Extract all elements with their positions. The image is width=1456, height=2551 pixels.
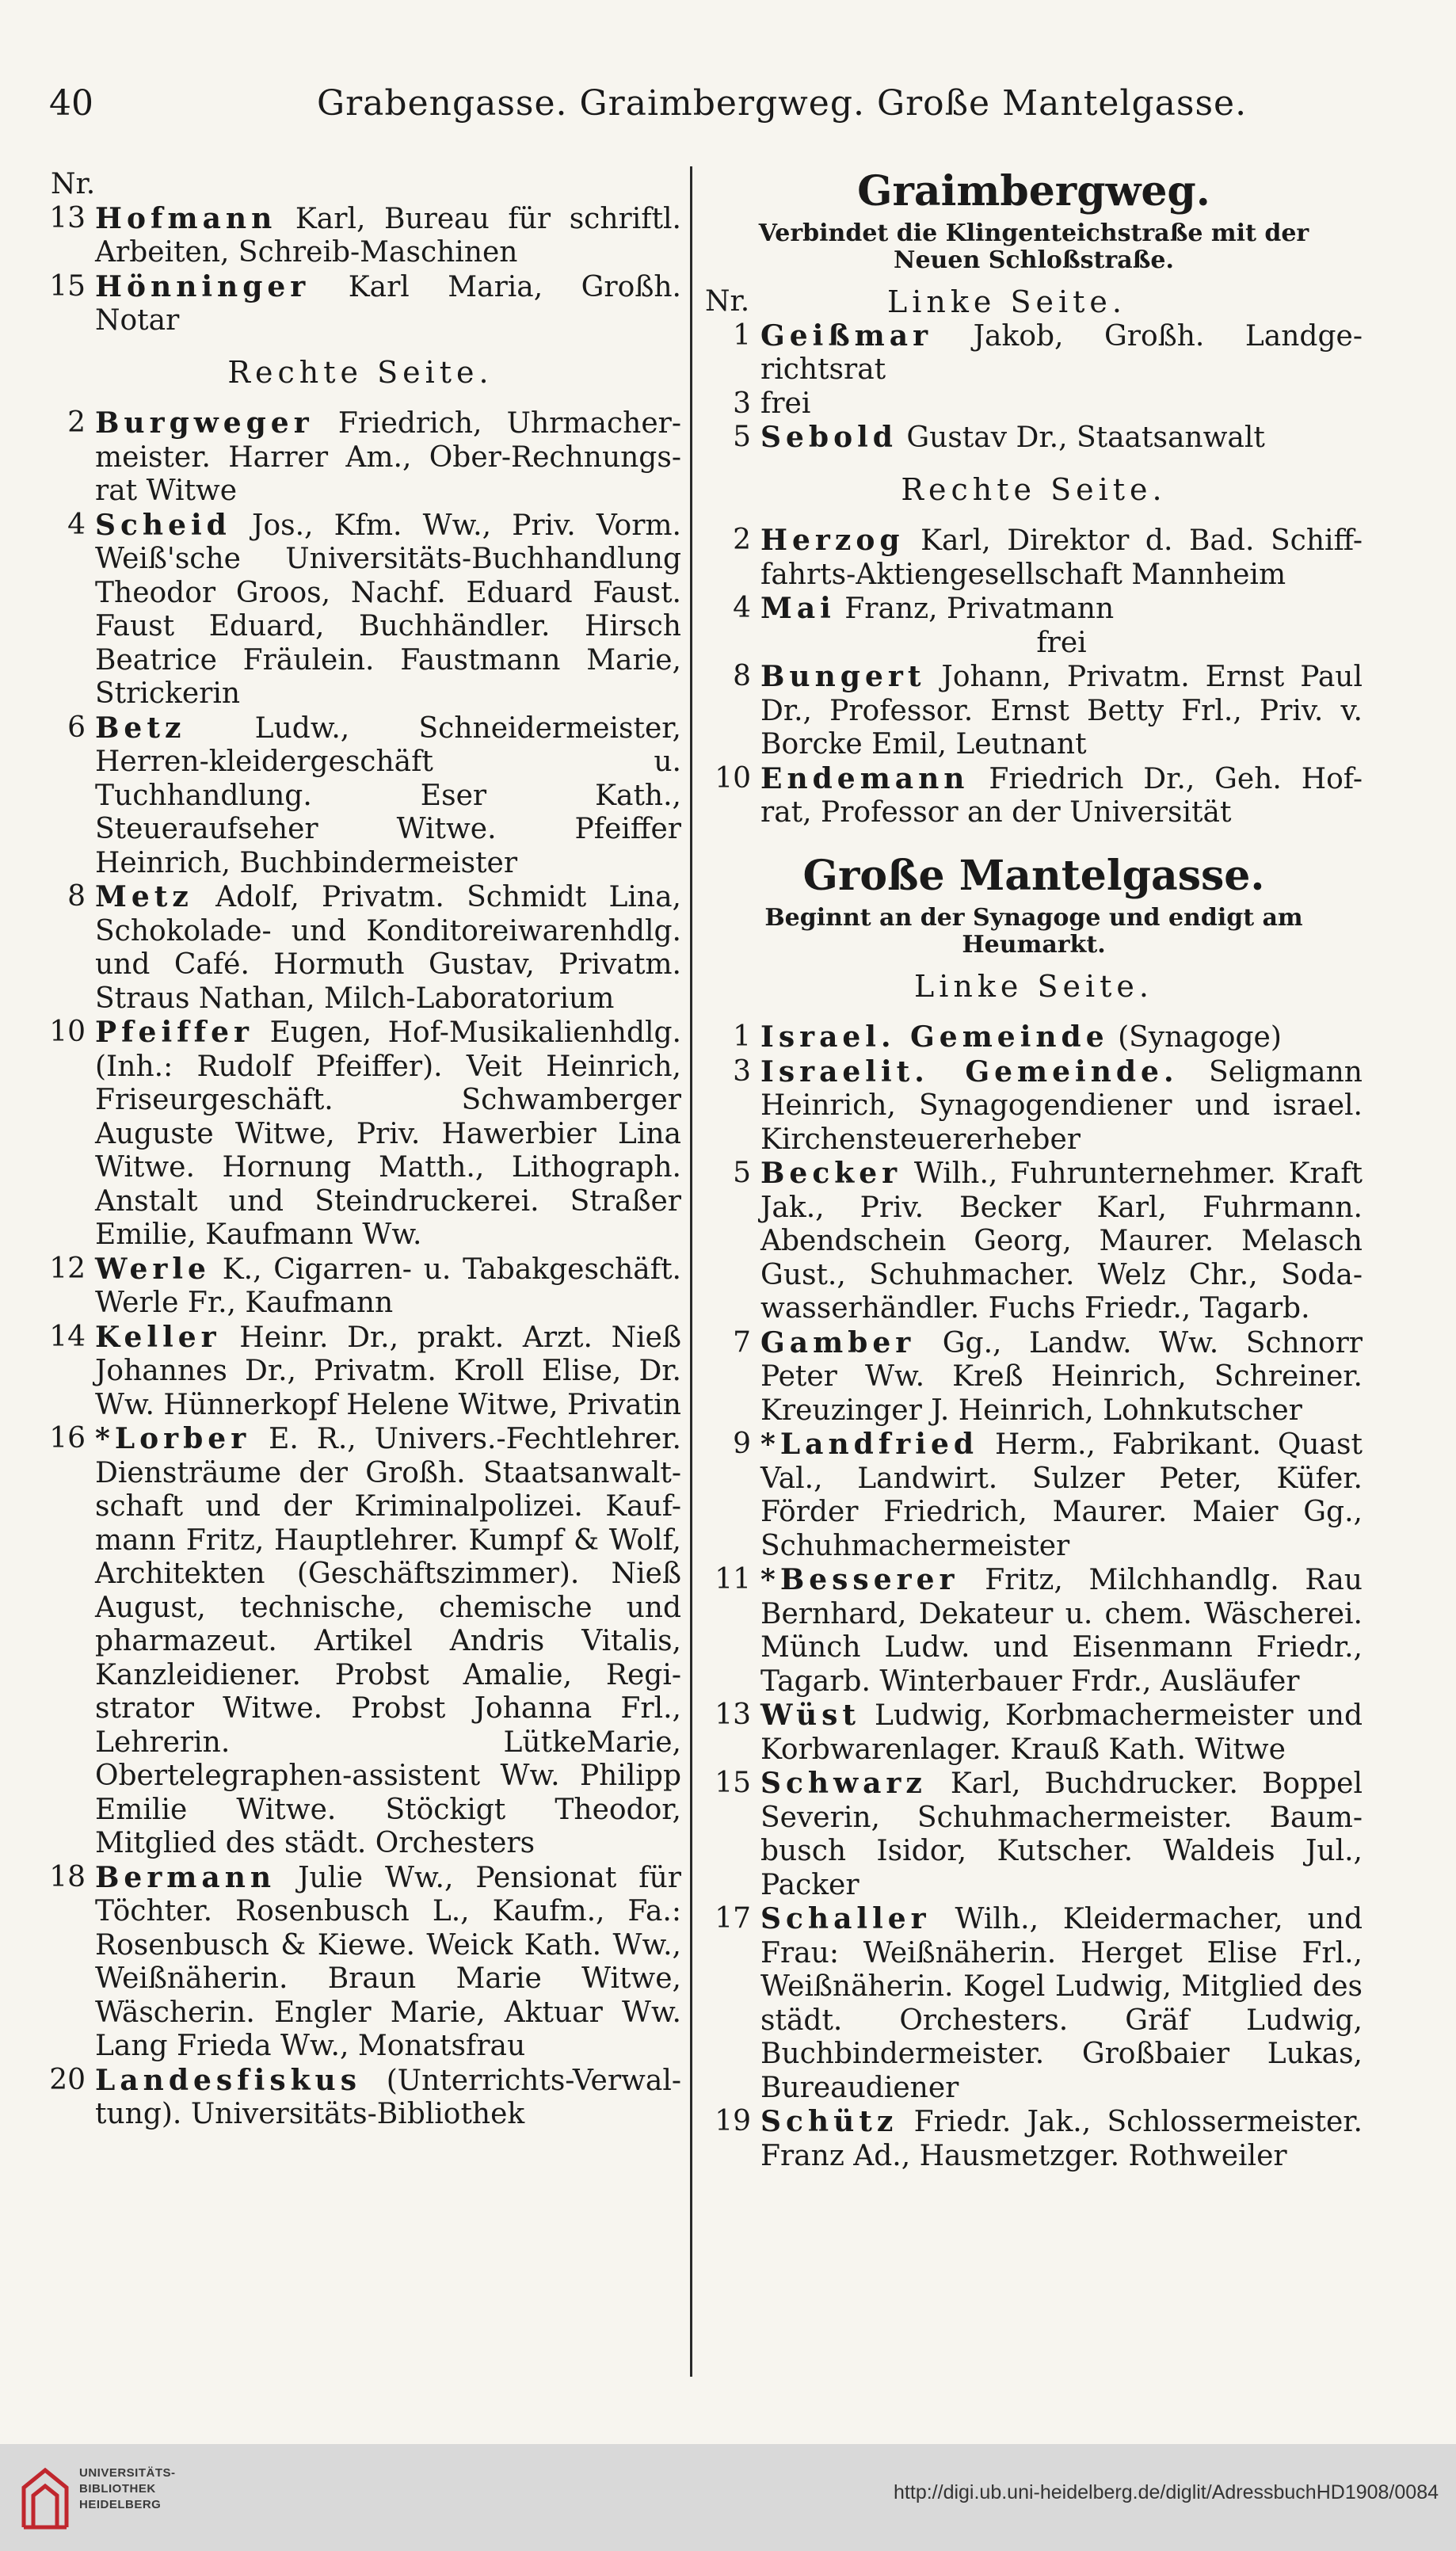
directory-entry bbox=[40, 202, 681, 270]
entry-detail: Karl Maria, Großh. Notar bbox=[95, 270, 681, 337]
resident-name: Schwarz bbox=[760, 1767, 927, 1800]
entry-detail: Wilh., Kleidermacher, und Frau: Weißnäherin. Herget Elise Frl., Weißnäherin. Kogel Ludwig, Mitglied des städt. Orchesters. Gräf Ludwig, Buchbindermeister. Großbaier Lukas, Bureaudiener bbox=[760, 1903, 1363, 2104]
house-number: 8 bbox=[733, 660, 751, 692]
directory-entry bbox=[40, 1422, 681, 1861]
library-logo-text: UNIVERSITÄTS- BIBLIOTHEK HEIDELBERG bbox=[79, 2466, 176, 2511]
entry-detail: Johann, Privatm. Ernst Paul Dr., Professor. Ernst Betty Frl., Priv. v. Borcke Emil, Leutnant bbox=[760, 661, 1363, 761]
entry-text bbox=[760, 1428, 1363, 1563]
resident-name: Burgweger bbox=[95, 406, 314, 440]
entry-text bbox=[760, 1326, 1363, 1428]
entry-text bbox=[95, 1861, 681, 2064]
directory-entry bbox=[705, 627, 1363, 661]
entry-text bbox=[760, 660, 1363, 762]
nr-label: Nr. bbox=[51, 168, 96, 200]
side-heading-right: Rechte Seite. bbox=[901, 471, 1167, 507]
entry-text bbox=[760, 1563, 1363, 1699]
entry-text bbox=[760, 1767, 1363, 1902]
directory-entry bbox=[40, 1016, 681, 1253]
house-number: 17 bbox=[715, 1902, 751, 1935]
entry-detail: Fritz, Milchhandlg. Rau Bernhard, Dekateur u. chem. Wäscherei. Münch Ludw. und Eisenmann Friedr., Tagarb. Winterbauer Frdr., Ausläufer bbox=[760, 1564, 1363, 1698]
directory-entry bbox=[705, 1055, 1363, 1157]
entry-text bbox=[95, 711, 681, 881]
entry-detail: Ludwig, Korbmachermeister und Korbwarenlager. Krauß Kath. Witwe bbox=[760, 1699, 1363, 1766]
entry-detail: Wilh., Fuhrunternehmer. Kraft Jak., Priv. Becker Karl, Fuhrmann. Abendschein Georg, Maurer. Melasch Gust., Schuhmacher. Welz Chr., Soda-wasserhändler. Fuchs Friedr., Tagarb. bbox=[760, 1157, 1363, 1325]
house-number: 14 bbox=[49, 1320, 86, 1353]
resident-name: Gamber bbox=[760, 1325, 916, 1359]
entry-detail: Friedr. Jak., Schlossermeister. Franz Ad., Hausmetzger. Rothweiler bbox=[760, 2106, 1363, 2172]
entry-detail: Karl, Bureau für schriftl. Arbeiten, Schreib-Maschinen bbox=[95, 202, 681, 269]
entry-list-left-side bbox=[705, 319, 1363, 456]
street-subtitle-grosse-mantelgasse: Beginnt an der Synagoge und endigt am Heumarkt. bbox=[764, 903, 1303, 959]
left-column bbox=[40, 168, 681, 2132]
library-logo-icon[interactable] bbox=[19, 2464, 71, 2532]
entry-text bbox=[760, 1902, 1363, 2105]
resident-name: Werle bbox=[95, 1252, 211, 1286]
resident-name: Scheid bbox=[95, 508, 231, 542]
house-number: 4 bbox=[67, 508, 86, 541]
entry-list-right-side bbox=[705, 524, 1363, 830]
directory-entry bbox=[705, 1767, 1363, 1902]
resident-name: Bermann bbox=[95, 1860, 276, 1894]
entry-text bbox=[760, 1157, 1363, 1326]
house-number: 3 bbox=[733, 387, 751, 420]
entry-text bbox=[760, 762, 1363, 830]
directory-entry bbox=[705, 1428, 1363, 1563]
entry-text bbox=[95, 2064, 681, 2132]
resident-name: Wüst bbox=[760, 1699, 861, 1732]
resident-name: Hofmann bbox=[95, 201, 277, 235]
entry-text bbox=[95, 406, 681, 509]
entry-detail: Gustav Dr., Staatsanwalt bbox=[897, 421, 1265, 454]
directory-entry bbox=[40, 711, 681, 881]
house-number: 12 bbox=[49, 1252, 86, 1285]
entry-text bbox=[95, 1016, 681, 1253]
page-number: 40 bbox=[49, 83, 93, 124]
house-number: 16 bbox=[49, 1422, 86, 1455]
entry-detail: Karl, Direktor d. Bad. Schiff-fahrts-Aktiengesellschaft Mannheim bbox=[760, 524, 1363, 591]
house-number: 19 bbox=[715, 2105, 751, 2137]
house-number: 1 bbox=[733, 1020, 751, 1053]
entry-detail: Eugen, Hof-Musikalienhdlg. (Inh.: Rudolf Pfeiffer). Veit Heinrich, Friseurgeschäft. Schwamberger Auguste Witwe, Priv. Hawerbier Lina Witwe. Hornung Matth., Lithograph. Anstalt und Steindruckerei. Straßer Emilie, Kaufmann Ww. bbox=[95, 1016, 681, 1251]
resident-name: Israelit. Gemeinde. bbox=[760, 1054, 1179, 1089]
resident-name: Metz bbox=[95, 880, 193, 913]
house-number: 11 bbox=[715, 1563, 751, 1596]
entry-detail: frei bbox=[1036, 626, 1087, 659]
directory-entry bbox=[705, 1020, 1363, 1055]
house-number: 15 bbox=[49, 269, 86, 303]
entry-text bbox=[95, 509, 681, 711]
entry-detail: Heinr. Dr., prakt. Arzt. Nieß Johannes Dr., Privatm. Kroll Elise, Dr. Ww. Hünnerkopf Helene Witwe, Privatin bbox=[95, 1321, 681, 1421]
house-number: 5 bbox=[733, 1157, 751, 1189]
resident-name: Hönninger bbox=[95, 269, 311, 303]
entry-text bbox=[760, 627, 1363, 661]
entry-detail: K., Cigarren- u. Tabakgeschäft. Werle Fr., Kaufmann bbox=[95, 1253, 681, 1319]
entry-text bbox=[95, 1321, 681, 1423]
directory-entry bbox=[40, 1253, 681, 1321]
house-number: 3 bbox=[733, 1054, 751, 1088]
street-title-grosse-mantelgasse: Große Mantelgasse. bbox=[802, 851, 1265, 900]
entry-text bbox=[760, 592, 1363, 627]
entry-detail: Ludw., Schneidermeister, Herren-kleidergeschäft u. Tuchhandlung. Eser Kath., Steueraufseher Witwe. Pfeiffer Heinrich, Buchbindermeister bbox=[95, 711, 681, 879]
entry-detail: Franz, Privatmann bbox=[835, 593, 1115, 625]
house-number: 15 bbox=[715, 1767, 751, 1799]
resident-name: *Lorber bbox=[95, 1422, 251, 1455]
side-heading-left: Linke Seite. bbox=[914, 968, 1153, 1004]
directory-entry bbox=[705, 660, 1363, 762]
directory-entry bbox=[705, 592, 1363, 627]
entry-text bbox=[760, 319, 1363, 387]
entry-detail: E. R., Univers.-Fechtlehrer. Diensträume der Großh. Staatsanwalt-schaft und der Kriminalpolizei. Kauf-mann Fritz, Hauptlehrer. Kumpf & Wolf, Architekten (Geschäftszimmer). Nieß August, technische, chemische und pharmazeut. Artikel Andris Vitalis, Kanzleidiener. Probst Amalie, Regi-strator Witwe. Probst Johanna Frl., Lehrerin. LütkeMarie, Obertelegraphen-assistent Ww. Philipp Emilie Witwe. Stöckigt Theodor, Mitglied des städt. Orchesters bbox=[95, 1423, 681, 1859]
street-subtitle-graimbergweg: Verbindet die Klingenteichstraße mit der Neuen Schloßstraße. bbox=[758, 219, 1309, 274]
house-number: 10 bbox=[715, 761, 751, 795]
entry-detail: Karl, Buchdrucker. Boppel Severin, Schuhmachermeister. Baum-busch Isidor, Kutscher. Waldeis Jul., Packer bbox=[760, 1767, 1363, 1901]
directory-entry bbox=[40, 270, 681, 338]
directory-entry bbox=[705, 762, 1363, 830]
house-number: 2 bbox=[733, 524, 751, 556]
directory-entry bbox=[40, 509, 681, 711]
house-number: 18 bbox=[49, 1860, 86, 1893]
entry-list-left-side bbox=[705, 1020, 1363, 2173]
directory-entry bbox=[40, 1861, 681, 2064]
entry-list-top bbox=[40, 202, 681, 338]
entry-text bbox=[95, 270, 681, 338]
column-divider bbox=[690, 166, 692, 2377]
entry-detail: Julie Ww., Pensionat für Töchter. Rosenbusch L., Kaufm., Fa.: Rosenbusch & Kiewe. Weick Kath. Ww., Weißnäherin. Braun Marie Witwe, Wäscherin. Engler Marie, Aktuar Ww. Lang Frieda Ww., Monatsfrau bbox=[95, 1861, 681, 2062]
entry-list-right-side bbox=[40, 406, 681, 2132]
side-heading-right: Rechte Seite. bbox=[227, 354, 494, 390]
resident-name: Herzog bbox=[760, 524, 905, 557]
house-number: 7 bbox=[733, 1325, 751, 1359]
house-number: 2 bbox=[67, 406, 86, 439]
entry-detail: Jos., Kfm. Ww., Priv. Vorm. Weiß'sche Universitäts-Buchhandlung Theodor Groos, Nachf. Eduard Faust. Faust Eduard, Buchhändler. Hirsch Beatrice Fräulein. Faustmann Marie, Strickerin bbox=[95, 509, 681, 710]
entry-text bbox=[760, 524, 1363, 592]
directory-entry bbox=[705, 387, 1363, 421]
entry-text bbox=[760, 1699, 1363, 1767]
house-number: 6 bbox=[67, 711, 86, 744]
resident-name: Becker bbox=[760, 1157, 902, 1190]
entry-detail: Seligmann Heinrich, Synagogendiener und israel. Kirchensteuererheber bbox=[760, 1055, 1363, 1156]
resident-name: Sebold bbox=[760, 421, 898, 454]
source-url-link[interactable]: http://digi.ub.uni-heidelberg.de/diglit/AdressbuchHD1908/0084 bbox=[894, 2481, 1439, 2503]
resident-name: *Besserer bbox=[760, 1563, 959, 1596]
directory-entry bbox=[705, 1699, 1363, 1767]
directory-entry bbox=[705, 1563, 1363, 1699]
entry-detail: Friedrich Dr., Geh. Hof-rat, Professor an der Universität bbox=[760, 762, 1363, 829]
house-number: 1 bbox=[733, 318, 751, 352]
directory-entry bbox=[40, 1321, 681, 1423]
entry-text bbox=[760, 1055, 1363, 1157]
house-number: 5 bbox=[733, 421, 751, 453]
house-number: 13 bbox=[49, 201, 86, 235]
resident-name: Endemann bbox=[760, 761, 970, 795]
house-number: 13 bbox=[715, 1699, 751, 1731]
directory-entry bbox=[40, 2064, 681, 2132]
house-number: 10 bbox=[49, 1016, 86, 1048]
house-number: 4 bbox=[733, 592, 751, 624]
entry-detail: frei bbox=[760, 387, 811, 420]
resident-name: *Landfried bbox=[760, 1428, 979, 1461]
entry-text bbox=[95, 1253, 681, 1321]
resident-name: Geißmar bbox=[760, 318, 933, 353]
entry-text bbox=[760, 1020, 1363, 1055]
directory-entry bbox=[40, 880, 681, 1016]
directory-entry bbox=[705, 421, 1363, 456]
resident-name: Keller bbox=[95, 1320, 221, 1354]
resident-name: Landesfiskus bbox=[95, 2063, 361, 2097]
house-number: 20 bbox=[49, 2063, 86, 2096]
entry-text bbox=[760, 421, 1363, 456]
directory-entry bbox=[705, 1902, 1363, 2105]
directory-entry bbox=[705, 1157, 1363, 1326]
resident-name: Mai bbox=[760, 592, 836, 625]
directory-entry bbox=[40, 406, 681, 509]
resident-name: Israel. Gemeinde bbox=[760, 1020, 1109, 1054]
resident-name: Pfeiffer bbox=[95, 1016, 253, 1049]
house-number: 9 bbox=[733, 1428, 751, 1460]
entry-text bbox=[760, 2105, 1363, 2173]
entry-detail: Friedrich, Uhrmacher-meister. Harrer Am., Ober-Rechnungs-rat Witwe bbox=[95, 407, 681, 507]
resident-name: Schütz bbox=[760, 2105, 898, 2138]
entry-detail: Herm., Fabrikant. Quast Val., Landwirt. Sulzer Peter, Küfer. Förder Friedrich, Maurer. Maier Gg., Schuhmachermeister bbox=[760, 1428, 1363, 1562]
entry-detail: (Unterrichts-Verwal-tung). Universitäts-Bibliothek bbox=[95, 2064, 681, 2130]
resident-name: Schaller bbox=[760, 1902, 931, 1935]
entry-text bbox=[95, 202, 681, 270]
entry-text bbox=[760, 387, 1363, 421]
nr-and-side-row bbox=[705, 285, 1363, 319]
right-column bbox=[705, 168, 1363, 2173]
directory-entry bbox=[705, 524, 1363, 592]
page-running-title: Grabengasse. Graimbergweg. Große Mantelgasse. bbox=[317, 83, 1248, 124]
directory-entry bbox=[705, 1326, 1363, 1428]
entry-detail: Gg., Landw. Ww. Schnorr Peter Ww. Kreß Heinrich, Schreiner. Kreuzinger J. Heinrich, Lohnkutscher bbox=[760, 1326, 1363, 1427]
directory-entry bbox=[705, 2105, 1363, 2173]
resident-name: Bungert bbox=[760, 660, 926, 693]
side-heading-left: Linke Seite. bbox=[887, 284, 1126, 319]
entry-text bbox=[95, 880, 681, 1016]
entry-detail: Jakob, Großh. Landge-richtsrat bbox=[760, 319, 1363, 386]
resident-name: Betz bbox=[95, 711, 186, 745]
directory-entry bbox=[705, 319, 1363, 387]
entry-detail: (Synagoge) bbox=[1108, 1021, 1282, 1054]
house-number: 8 bbox=[67, 880, 86, 913]
nr-label: Nr. bbox=[705, 285, 750, 318]
street-title-graimbergweg: Graimbergweg. bbox=[857, 167, 1210, 215]
entry-text bbox=[95, 1422, 681, 1861]
entry-detail: Adolf, Privatm. Schmidt Lina, Schokolade- und Konditoreiwarenhdlg. und Café. Hormuth Gustav, Privatm. Straus Nathan, Milch-Laboratorium bbox=[95, 881, 681, 1015]
